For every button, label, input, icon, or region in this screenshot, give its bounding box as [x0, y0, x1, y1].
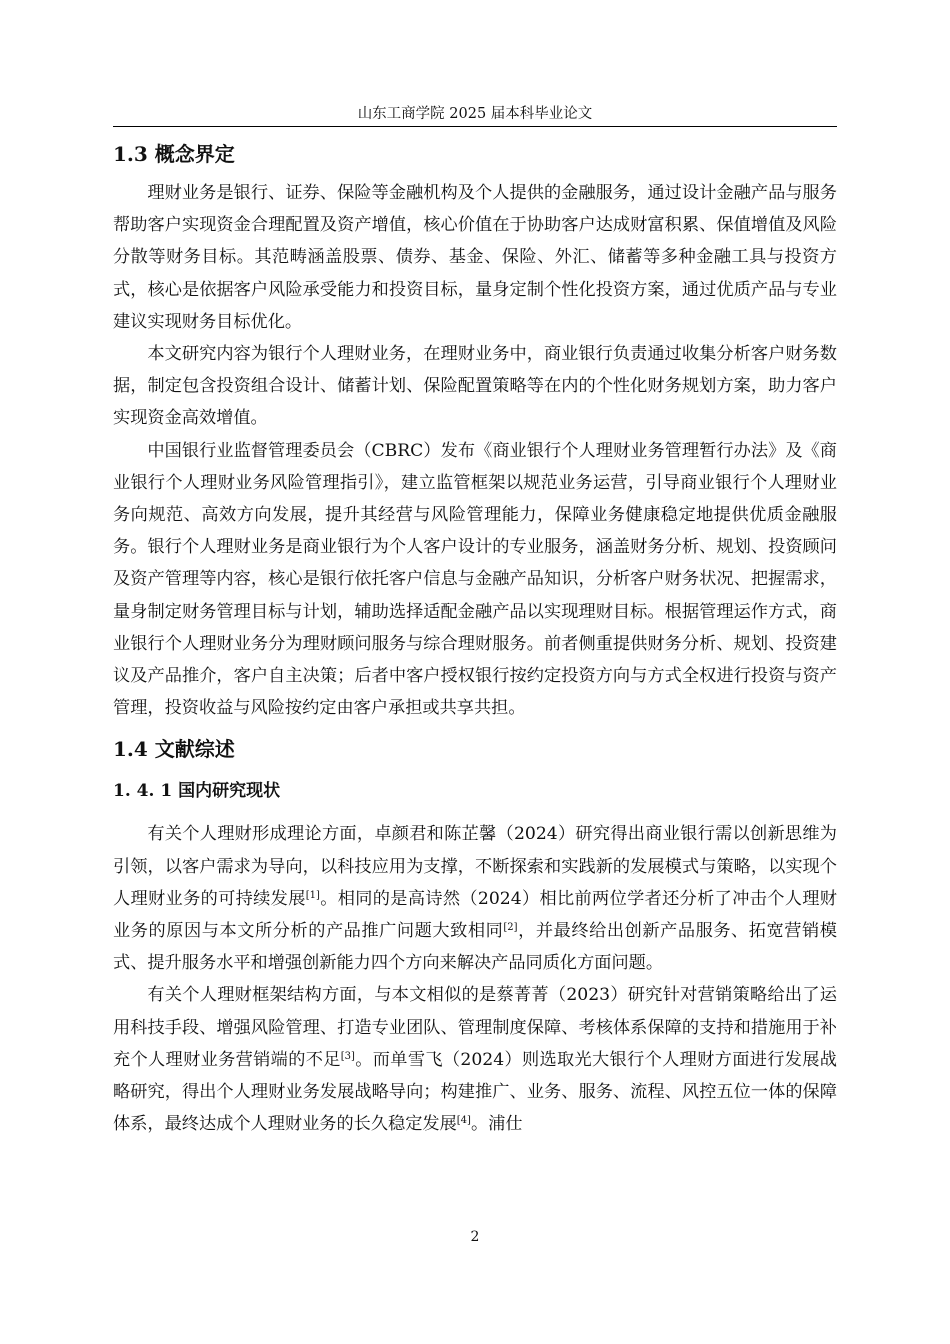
section-heading-1-3: 1.3 概念界定 [113, 142, 235, 166]
paragraph: 中国银行业监督管理委员会（CBRC）发布《商业银行个人理财业务管理暂行办法》及《商业银行个人理财业务风险管理指引》，建立监管框架以规范业务运营，引导商业银行个人理财业务向规范、高效方向发展，提升其经营与风险管理能力，保障业务健康稳定地提供优质金融服务。银行个人理财业务是商业银行为个人客户设计的专业服务，涵盖财务分析、规划、投资顾问及资产管理等内容，核心是银行依托客户信息与金融产品知识，分析客户财务状况、把握需求，量身制定财务管理目标与计划，辅助选择适配金融产品以实现理财目标。根据管理运作方式，商业银行个人理财业务分为理财顾问服务与综合理财服务。前者侧重提供财务分析、规划、投资建议及产品推介，客户自主决策；后者中客户授权银行按约定投资方向与方式全权进行投资与资产管理，投资收益与风险按约定由客户承担或共享共担。 [113, 440, 837, 719]
header-rule [113, 126, 837, 127]
citation-ref: [1] [305, 889, 320, 901]
paragraph: 本文研究内容为银行个人理财业务，在理财业务中，商业银行负责通过收集分析客户财务数据，制定包含投资组合设计、储蓄计划、保险配置策略等在内的个性化财务规划方案，助力客户实现资金高效增值。 [113, 344, 837, 429]
paragraph: 理财业务是银行、证券、保险等金融机构及个人提供的金融服务，通过设计金融产品与服务帮助客户实现资金合理配置及资产增值，核心价值在于协助客户达成财富积累、保值增值及风险分散等财务目标。其范畴涵盖股票、债券、基金、保险、外汇、储蓄等多种金融工具与投资方式，核心是依据客户风险承受能力和投资目标，量身定制个性化投资方案，通过优质产品与专业建议实现财务目标优化。 [113, 183, 837, 332]
page-number: 2 [470, 1229, 480, 1245]
paragraph-text: 有关个人理财框架结构方面，与本文相似的是蔡菁菁（2023）研究针对营销策略给出了运用科技手段、增强风险管理、打造专业团队、管理制度保障、考核体系保障的支持和措施用于补充个人理财业务营销端的不足 [113, 985, 837, 1070]
paragraph-text: 。浦仕 [470, 1114, 523, 1135]
section-heading-1-4: 1.4 文献综述 [113, 737, 235, 762]
page-body [113, 137, 837, 1140]
paragraph [113, 818, 837, 979]
paragraph-text: 。相同的是高诗然（2024）相比前两位学者还分析了冲击个人理财业务的原因与本文所分析的产品推广问题大致相同 [113, 888, 837, 942]
citation-ref: [4] [456, 1115, 471, 1127]
paragraph-text: 。而单雪飞（2024）则选取光大银行个人理财方面进行发展战略研究，得出个人理财业务发展战略导向；构建推广、业务、服务、流程、风控五位一体的保障体系，最终达成个人理财业务的长久稳定发展 [113, 1049, 837, 1135]
paragraph-text: 有关个人理财形成理论方面，卓颜君和陈芷馨（2024）研究得出商业银行需以创新思维为引领，以客户需求为导向，以科技应用为支撑，不断探索和实践新的发展模式与策略，以实现个人理财业务的可持续发展 [113, 824, 837, 909]
running-header: 山东工商学院 2025 届本科毕业论文 [357, 106, 593, 122]
paragraph-text: ，并最终给出创新产品服务、拓宽营销模式、提升服务水平和增强创新能力四个方向来解决产品同质化方面问题。 [113, 921, 837, 974]
citation-ref: [2] [503, 922, 518, 934]
paragraph [113, 979, 837, 1140]
subsection-heading-1-4-1: 1. 4. 1 国内研究现状 [113, 781, 281, 802]
citation-ref: [3] [340, 1050, 355, 1062]
